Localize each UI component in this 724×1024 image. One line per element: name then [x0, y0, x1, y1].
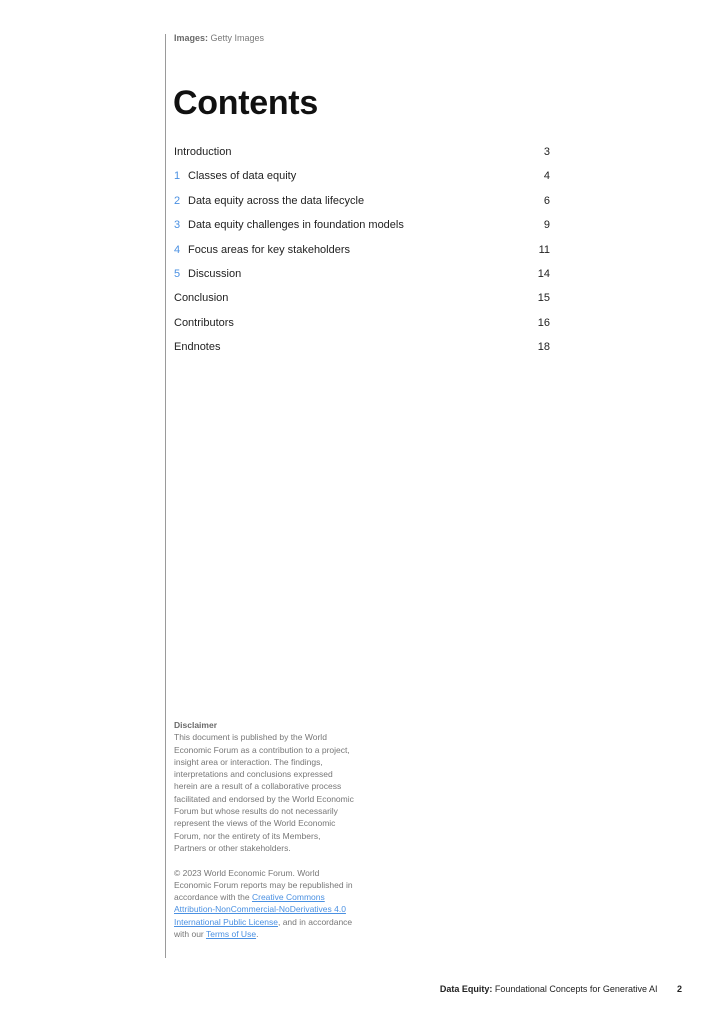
toc-item-title: Introduction: [174, 146, 232, 158]
page-footer: [440, 983, 682, 995]
toc-item-title: Data equity challenges in foundation models: [188, 219, 404, 232]
left-margin-rule: [165, 34, 166, 958]
toc-item-title: Contributors: [174, 316, 234, 329]
toc-item-title: Classes of data equity: [188, 170, 297, 183]
copyright-text: © 2023 World Economic Forum. World Economic Forum reports may be republished in accordance with the: [174, 867, 353, 903]
toc-item-title: Focus areas for key stakeholders: [188, 243, 351, 256]
toc-item-title: Discussion: [188, 267, 242, 280]
disclaimer: [174, 719, 354, 940]
footer-report-label: Data Equity:: [439, 984, 493, 994]
toc-item-title: Endnotes: [174, 341, 221, 354]
toc-item-page: 16: [537, 316, 550, 329]
toc-item-introduction[interactable]: [174, 143, 552, 167]
copyright-end-text: .: [256, 929, 259, 940]
toc-item-discussion[interactable]: [174, 265, 552, 289]
disclaimer-body: This document is published by the World Economic Forum as a contribution to a project, insight area or interaction. The findings, interpretations and conclusions expressed herein are a result of a collaborative process facilitated and endorsed by the World Economic Forum but whose results do not necessarily represent the views of the World Economic Forum, nor the entirety of its Members, Partners or other stakeholders.: [174, 732, 354, 853]
toc-item-page: 9: [543, 219, 550, 232]
toc-item-number: 3: [174, 219, 181, 232]
disclaimer-heading: Disclaimer: [174, 720, 217, 730]
toc-item-data-lifecycle[interactable]: [174, 192, 552, 216]
footer-page-number: 2: [676, 984, 682, 994]
image-credit-label: Images:: [174, 33, 209, 43]
toc-item-foundation-models[interactable]: [174, 216, 552, 240]
toc-item-title: Conclusion: [174, 292, 229, 305]
toc-item-number: 2: [174, 194, 181, 207]
toc-item-page: 11: [538, 243, 550, 256]
footer-report-title: Foundational Concepts for Generative AI: [494, 984, 658, 994]
toc-item-contributors[interactable]: [174, 314, 552, 338]
terms-of-use-link[interactable]: Terms of Use: [205, 929, 257, 940]
disclaimer-spacer: [174, 854, 354, 866]
image-credit-source: Getty Images: [210, 33, 265, 43]
image-credit: [174, 33, 264, 44]
toc-item-classes-of-data-equity[interactable]: [174, 167, 552, 191]
copyright-notice: [174, 867, 354, 941]
toc-item-number: 5: [174, 267, 181, 280]
toc-item-page: 4: [543, 170, 550, 183]
copyright-mid-text: , and in accordance with our: [174, 916, 353, 940]
table-of-contents: [174, 143, 552, 363]
toc-item-focus-areas[interactable]: [174, 241, 552, 265]
toc-item-title: Data equity across the data lifecycle: [188, 194, 365, 207]
license-link[interactable]: Creative Commons Attribution-NonCommercial-NoDerivatives 4.0 International Public License: [174, 892, 346, 927]
toc-item-number: 1: [174, 170, 181, 183]
toc-item-conclusion[interactable]: [174, 289, 552, 313]
toc-item-page: 18: [537, 341, 550, 354]
toc-item-number: 4: [174, 243, 181, 256]
toc-item-page: 14: [537, 267, 550, 280]
toc-item-page: 15: [537, 292, 550, 305]
page-title: Contents: [173, 84, 318, 122]
toc-item-page: 6: [543, 194, 550, 207]
toc-item-endnotes[interactable]: [174, 338, 552, 362]
toc-item-page: 3: [543, 146, 550, 158]
